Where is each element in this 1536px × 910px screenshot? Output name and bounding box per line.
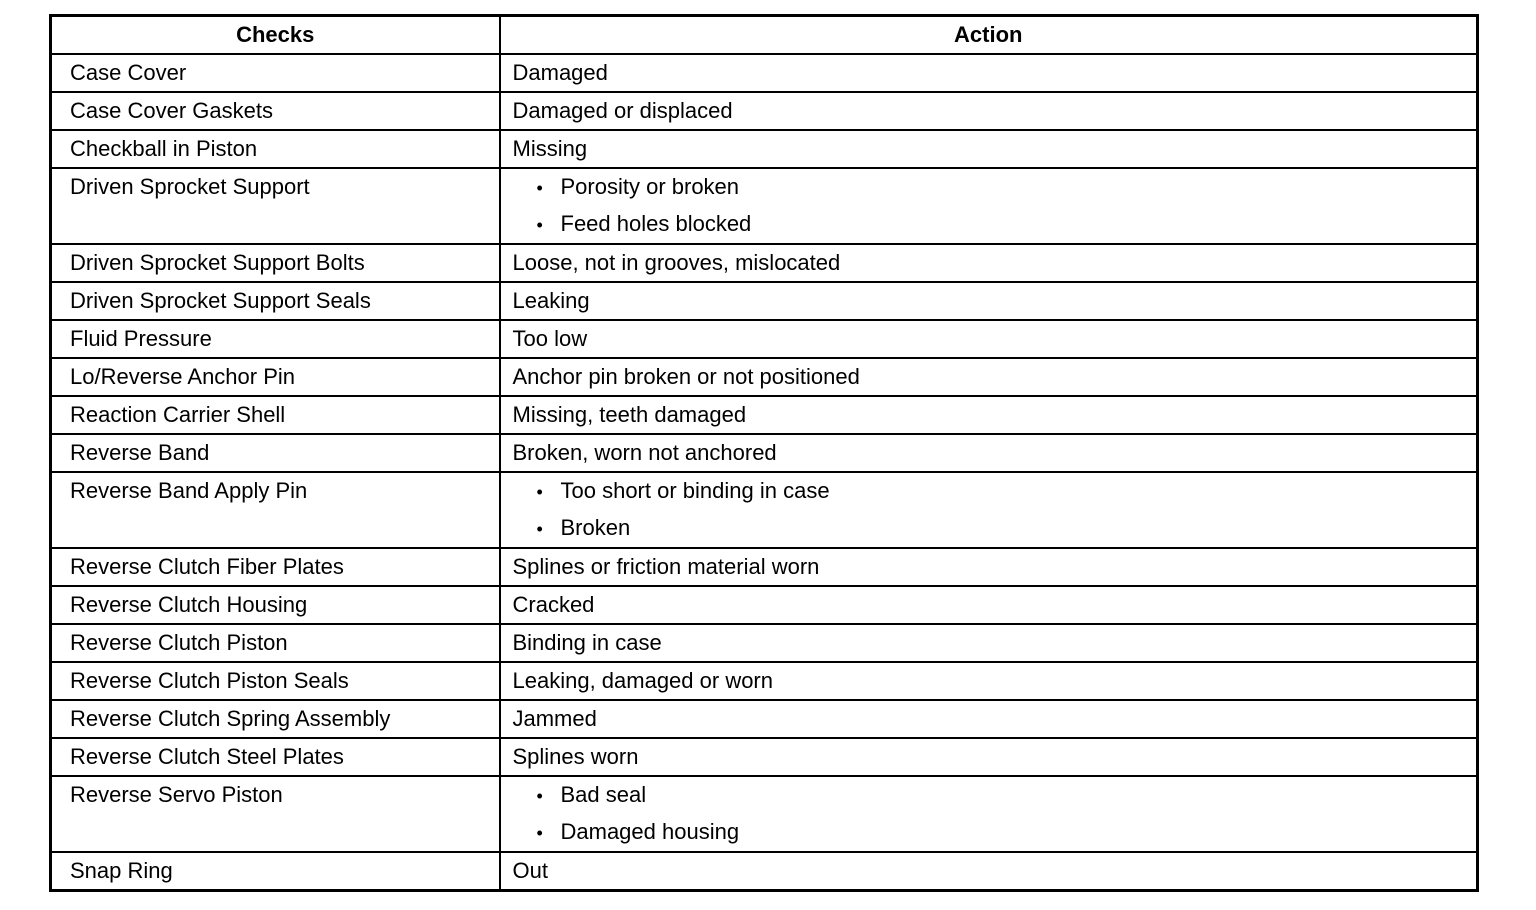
- action-cell: [500, 168, 1478, 244]
- check-cell: Snap Ring: [51, 852, 500, 891]
- table-row: [51, 320, 1478, 358]
- table-row: [51, 662, 1478, 700]
- check-cell: Reverse Band Apply Pin: [51, 472, 500, 548]
- action-bullet-item: [537, 473, 1477, 510]
- check-cell: Fluid Pressure: [51, 320, 500, 358]
- table-row: [51, 586, 1478, 624]
- action-cell: Too low: [500, 320, 1478, 358]
- action-cell: Jammed: [500, 700, 1478, 738]
- table-row: [51, 548, 1478, 586]
- table-row: [51, 700, 1478, 738]
- table-row: [51, 358, 1478, 396]
- table-row: [51, 54, 1478, 92]
- check-cell: Reverse Clutch Piston Seals: [51, 662, 500, 700]
- action-cell: Out: [500, 852, 1478, 891]
- check-cell: Checkball in Piston: [51, 130, 500, 168]
- action-cell: Splines worn: [500, 738, 1478, 776]
- action-cell: [500, 776, 1478, 852]
- action-bullet-item: [537, 169, 1477, 206]
- check-cell: Driven Sprocket Support Seals: [51, 282, 500, 320]
- action-cell: Loose, not in grooves, mislocated: [500, 244, 1478, 282]
- action-cell: Splines or friction material worn: [500, 548, 1478, 586]
- checks-table: [49, 14, 1479, 892]
- check-cell: Case Cover Gaskets: [51, 92, 500, 130]
- action-bullet-list: [513, 473, 1477, 547]
- check-cell: Reverse Clutch Steel Plates: [51, 738, 500, 776]
- header-action: Action: [500, 16, 1478, 55]
- action-bullet-text: Damaged housing: [560, 819, 740, 844]
- action-bullet-item: [537, 510, 1477, 547]
- check-cell: Reverse Clutch Fiber Plates: [51, 548, 500, 586]
- table-header-row: [51, 16, 1478, 55]
- header-checks: Checks: [51, 16, 500, 55]
- action-bullet-item: [537, 777, 1477, 814]
- action-cell: Missing: [500, 130, 1478, 168]
- check-cell: Reverse Clutch Spring Assembly: [51, 700, 500, 738]
- check-cell: Case Cover: [51, 54, 500, 92]
- action-bullet-list: [513, 169, 1477, 243]
- action-cell: Leaking, damaged or worn: [500, 662, 1478, 700]
- check-cell: Reaction Carrier Shell: [51, 396, 500, 434]
- table-row: [51, 282, 1478, 320]
- check-cell: Reverse Servo Piston: [51, 776, 500, 852]
- table-row: [51, 244, 1478, 282]
- action-bullet-list: [513, 777, 1477, 851]
- table-row: [51, 738, 1478, 776]
- check-cell: Reverse Band: [51, 434, 500, 472]
- action-cell: Leaking: [500, 282, 1478, 320]
- action-cell: Broken, worn not anchored: [500, 434, 1478, 472]
- action-cell: Damaged or displaced: [500, 92, 1478, 130]
- check-cell: Reverse Clutch Housing: [51, 586, 500, 624]
- action-cell: Anchor pin broken or not positioned: [500, 358, 1478, 396]
- action-cell: Cracked: [500, 586, 1478, 624]
- table-row: [51, 624, 1478, 662]
- action-bullet-text: Broken: [560, 515, 631, 540]
- action-bullet-text: Porosity or broken: [560, 174, 740, 199]
- action-bullet-text: Bad seal: [560, 782, 647, 807]
- table-row: [51, 92, 1478, 130]
- table-row: [51, 168, 1478, 244]
- action-cell: Binding in case: [500, 624, 1478, 662]
- check-cell: Lo/Reverse Anchor Pin: [51, 358, 500, 396]
- action-bullet-item: [537, 814, 1477, 851]
- action-bullet-item: [537, 206, 1477, 243]
- action-cell: Missing, teeth damaged: [500, 396, 1478, 434]
- table-row: [51, 396, 1478, 434]
- action-cell: [500, 472, 1478, 548]
- check-cell: Reverse Clutch Piston: [51, 624, 500, 662]
- action-cell: Damaged: [500, 54, 1478, 92]
- check-cell: Driven Sprocket Support Bolts: [51, 244, 500, 282]
- table-row: [51, 130, 1478, 168]
- table-row: [51, 434, 1478, 472]
- table-body: [51, 54, 1478, 891]
- action-bullet-text: Feed holes blocked: [560, 211, 752, 236]
- check-cell: Driven Sprocket Support: [51, 168, 500, 244]
- table-row: [51, 776, 1478, 852]
- table-row: [51, 852, 1478, 891]
- table-row: [51, 472, 1478, 548]
- action-bullet-text: Too short or binding in case: [560, 478, 830, 503]
